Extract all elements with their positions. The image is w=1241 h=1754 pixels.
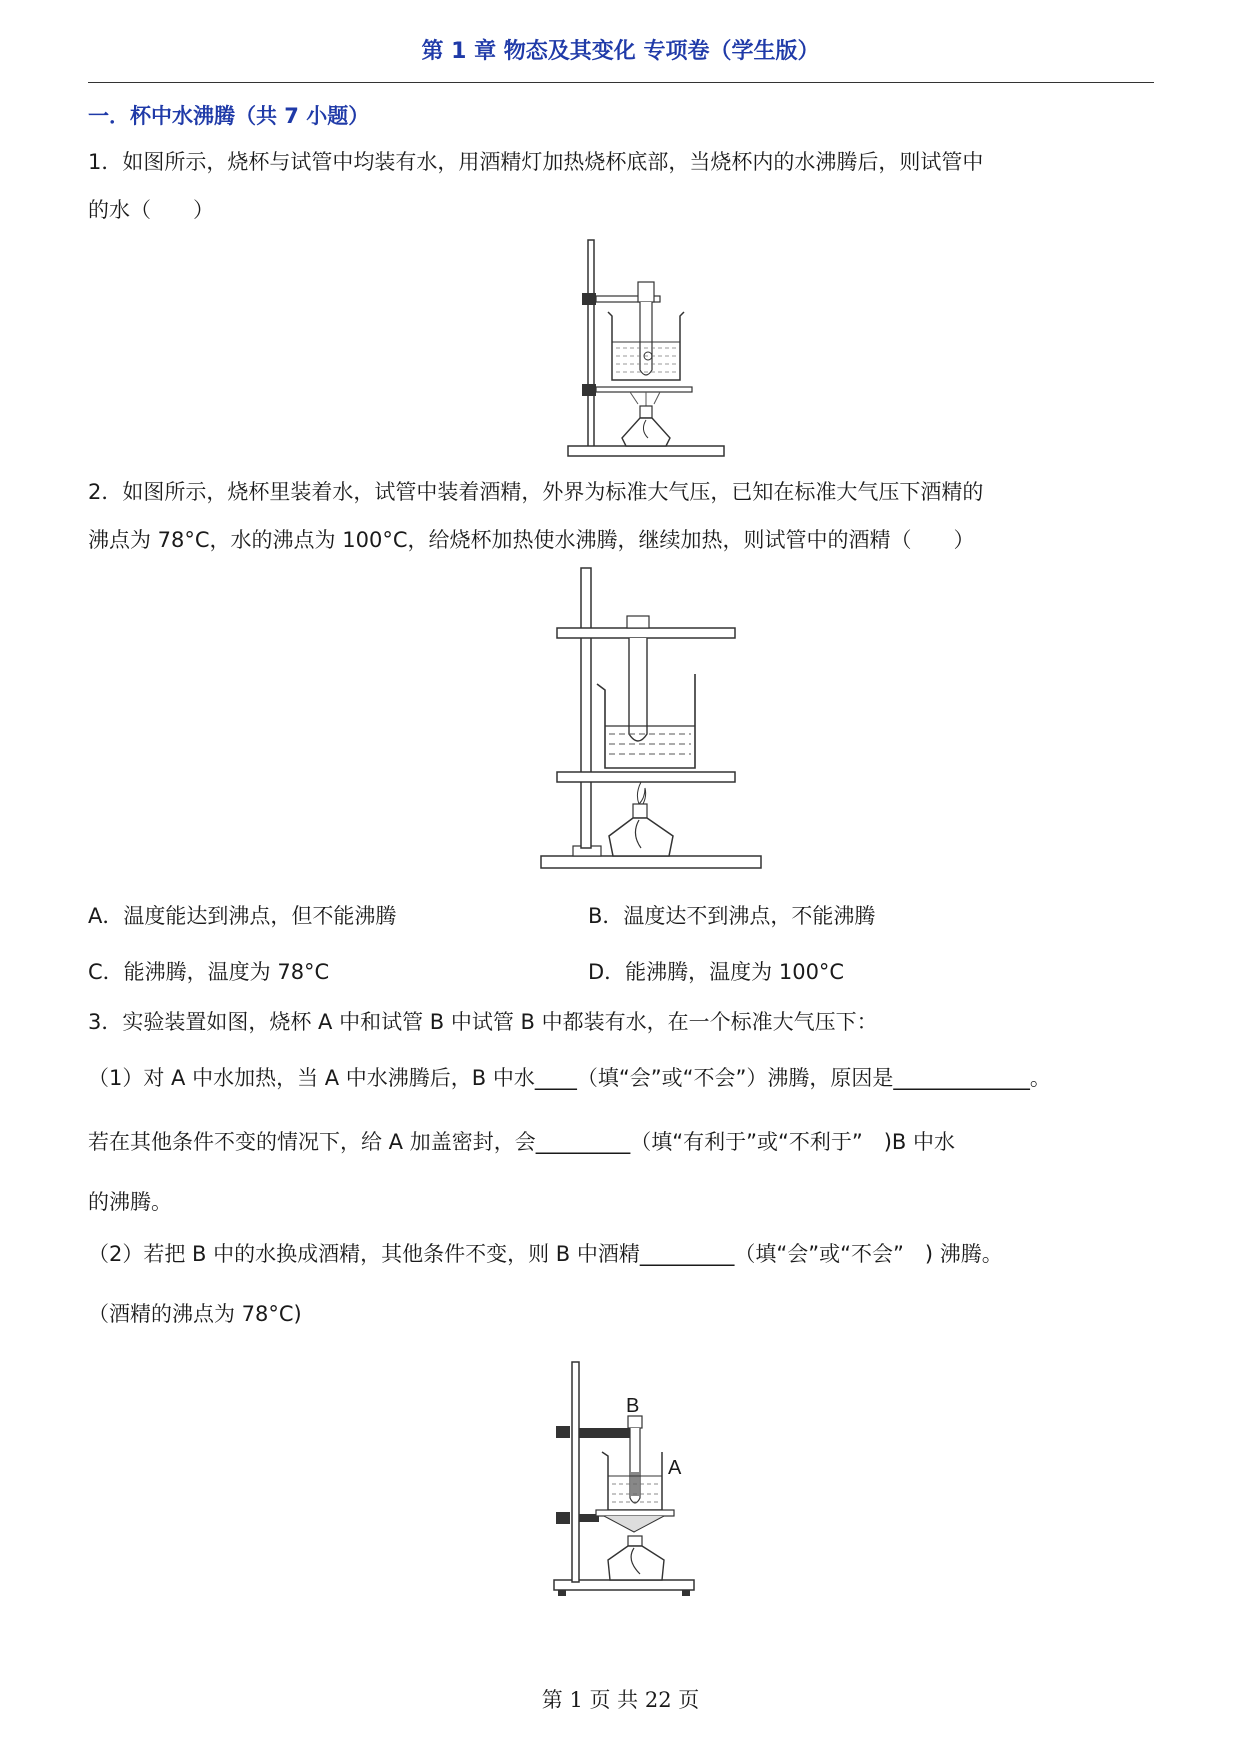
q3-text-line-3: 若在其他条件不变的情况下，给 A 加盖密封，会_________（填“有利于”或“不利于” )B 中水 xyxy=(88,1130,956,1154)
page-footer: 第 1 页 共 22 页 xyxy=(541,1688,700,1712)
q2-option-a: A．温度能达到沸点，但不能沸腾 xyxy=(88,904,397,928)
q3-text-line-6: （酒精的沸点为 78°C) xyxy=(88,1302,302,1326)
figure-label-a: A xyxy=(668,1457,682,1479)
title-divider xyxy=(88,82,1154,83)
q3-text-line-5: （2）若把 B 中的水换成酒精，其他条件不变，则 B 中酒精_________（填“会”或“不会” ) 沸腾。 xyxy=(88,1242,1003,1266)
section-heading: 一．杯中水沸腾（共 7 小题） xyxy=(88,104,370,128)
q2-option-b: B．温度达不到沸点，不能沸腾 xyxy=(588,904,876,928)
q2-option-c: C．能沸腾，温度为 78°C xyxy=(88,960,330,984)
q2-text-line-1: 2．如图所示，烧杯里装着水，试管中装着酒精，外界为标准大气压，已知在标准大气压下酒精的 xyxy=(88,480,984,504)
q3-text-line-4: 的沸腾。 xyxy=(88,1190,172,1214)
page-title: 第 1 章 物态及其变化 专项卷（学生版） xyxy=(421,39,820,64)
q1-text-line-1: 1．如图所示，烧杯与试管中均装有水，用酒精灯加热烧杯底部，当烧杯内的水沸腾后，则试管中 xyxy=(88,150,984,174)
q2-apparatus-figure xyxy=(535,566,765,872)
q1-apparatus-figure xyxy=(560,238,730,460)
figure-label-b: B xyxy=(626,1395,640,1417)
q2-text-line-2: 沸点为 78°C，水的沸点为 100°C，给烧杯加热使水沸腾，继续加热，则试管中的酒精（ ） xyxy=(88,528,975,552)
q1-text-line-2: 的水（ ） xyxy=(88,198,214,222)
q3-apparatus-figure xyxy=(550,1360,700,1600)
q3-text-line-2: （1）对 A 中水加热，当 A 中水沸腾后，B 中水____（填“会”或“不会”）沸腾，原因是_____________。 xyxy=(88,1066,1051,1090)
q3-text-line-1: 3．实验装置如图，烧杯 A 中和试管 B 中试管 B 中都装有水，在一个标准大气压下： xyxy=(88,1010,878,1034)
q2-option-d: D．能沸腾，温度为 100°C xyxy=(588,960,845,984)
